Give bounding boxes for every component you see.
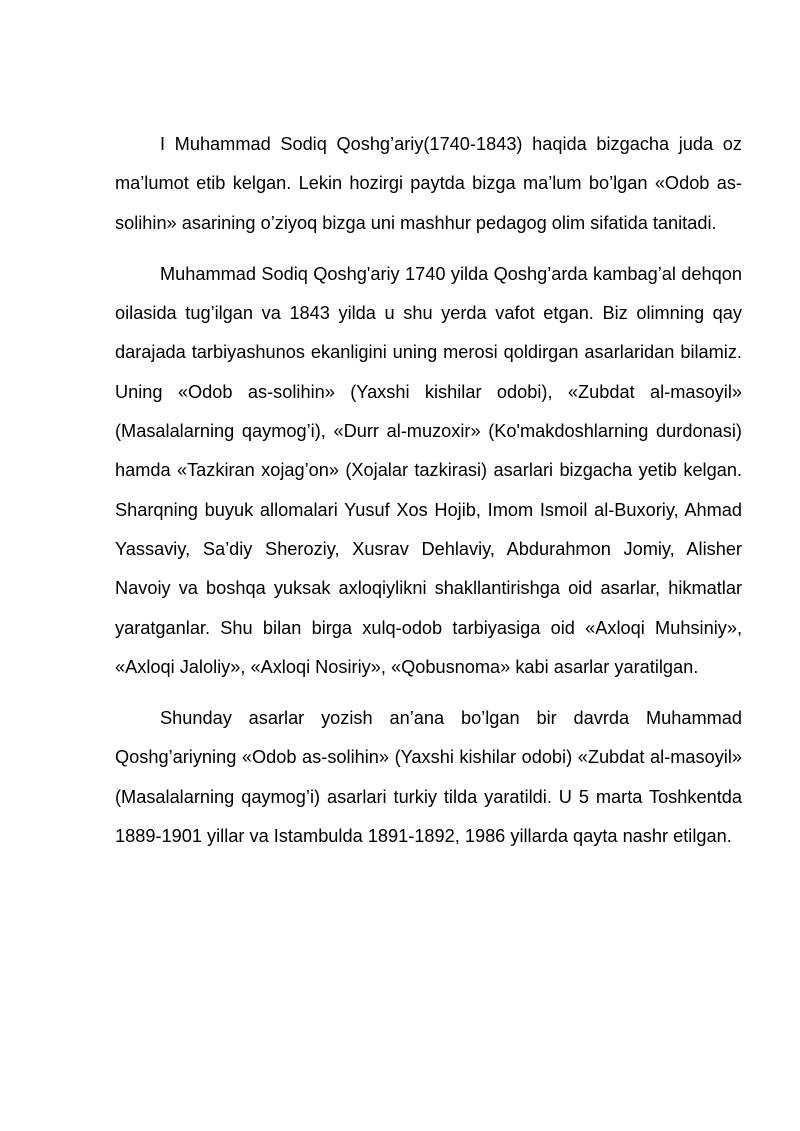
paragraph-1: I Muhammad Sodiq Qoshg’ariy(1740-1843) haqida bizgacha juda oz ma’lumot etib kelgan. Lekin hozirgi paytda bizga ma’lum bo’lgan «Odob as-solihin» asarining o’ziyoq bizga uni mashhur pedagog olim sifatida tanitadi.	[115, 134, 742, 233]
paragraph-3: Shunday asarlar yozish an’ana bo’lgan bir davrda Muhammad Qoshg’ariyning «Odob as-solihin» (Yaxshi kishilar odobi) «Zubdat al-masoyil» (Masalalarning qaymog’i) asarlari turkiy tilda yaratildi. U 5 marta Toshkentda 1889-1901 yillar va Istambulda 1891-1892, 1986 yillarda qayta nashr etilgan.	[115, 708, 742, 847]
document-body	[115, 125, 742, 868]
paragraph-2: Muhammad Sodiq Qoshg'ariy 1740 yilda Qoshg’arda kambag’al dehqon oilasida tug’ilgan va 1843 yilda u shu yerda vafot etgan. Biz olimning qay darajada tarbiyashunos ekanligini uning merosi qoldirgan asarlaridan bilamiz. Uning «Odob as-solihin» (Yaxshi kishilar odobi), «Zubdat al-masoyil» (Masalalarning qaymog’i), «Durr al-muzoxir» (Ko'makdoshlarning durdonasi) hamda «Tazkiran xojag’on» (Xojalar tazkirasi) asarlari bizgacha yetib kelgan. Sharqning buyuk allomalari Yusuf Xos Hojib, Imom Ismoil al-Buxoriy, Ahmad Yassaviy, Sa’diy Sheroziy, Xusrav Dehlaviy, Abdurahmon Jomiy, Alisher Navoiy va boshqa yuksak axloqiylikni shakllantirishga oid asarlar, hikmatlar yaratganlar. Shu bilan birga xulq-odob tarbiyasiga oid «Axloqi Muhsiniy», «Axloqi Jaloliy», «Axloqi Nosiriy», «Qobusnoma» kabi asarlar yaratilgan.	[115, 263, 742, 677]
